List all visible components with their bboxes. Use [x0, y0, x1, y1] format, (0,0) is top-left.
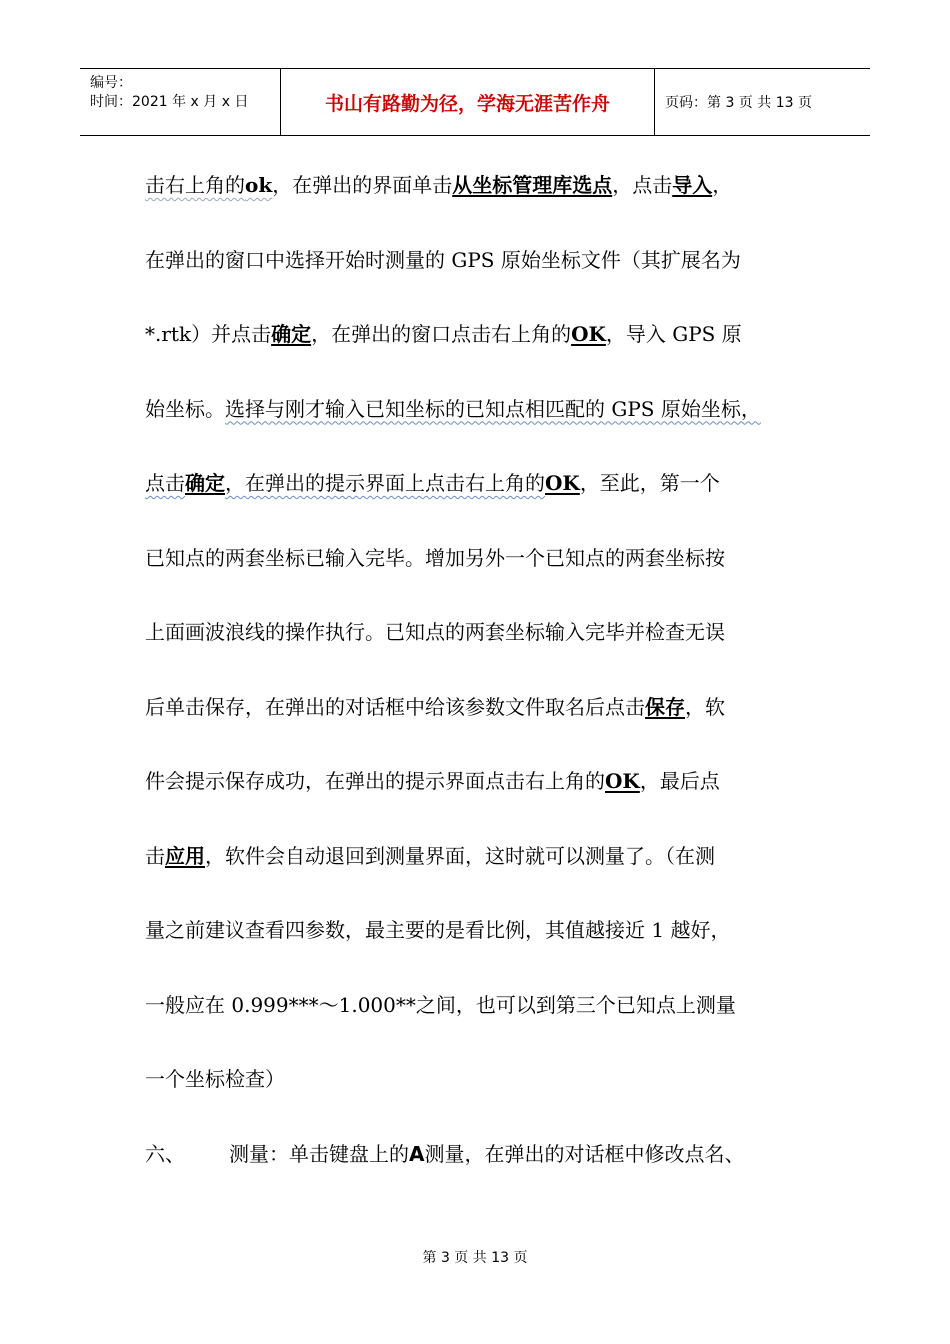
paragraph-line [145, 446, 815, 521]
paragraph-line [145, 297, 815, 372]
text-run: ，至此，第一个 [579, 471, 720, 495]
text-run: 测量：单击键盘上的 [229, 1141, 409, 1166]
text-run: ，软件会自动退回到测量界面，这时就可以测量了。（在测 [205, 843, 715, 868]
section-heading-line [145, 1117, 815, 1192]
save-term: 保存 [645, 694, 685, 719]
text-run: 量之前建议查看四参数，最主要的是看比例，其值越接近 1 越好， [145, 918, 731, 942]
doc-number-label: 编号： [90, 75, 132, 91]
paragraph-line [145, 595, 815, 670]
paragraph-line [145, 968, 815, 1043]
text-run: 测量，在弹出的对话框中修改点名、 [424, 1141, 745, 1166]
key-a-term: A [409, 1141, 425, 1166]
paragraph-line [145, 670, 815, 745]
select-from-library-term: 从坐标管理库选点 [452, 173, 613, 197]
ok-term: OK [571, 322, 606, 346]
page-footer: 第 3 页 共 13 页 [422, 1250, 528, 1266]
confirm-term: 确定 [185, 471, 225, 495]
paragraph-line [145, 372, 815, 447]
text-run: 一般应在 0.999***～1.000**之间，也可以到第三个已知点上测量 [145, 992, 736, 1017]
text-run: ，在弹出的界面单击 [272, 173, 453, 197]
text-run: 击 [145, 843, 165, 868]
ok-term: OK [605, 769, 640, 793]
wavy-text-run: 选择与刚才输入已知坐标的已知点相匹配的 GPS 原始坐标， [225, 396, 761, 421]
text-run: 击右上角的 [145, 173, 245, 197]
header-meta [80, 69, 281, 135]
text-run: 已知点的两套坐标已输入完毕。增加另外一个已知点的两套坐标按 [145, 545, 725, 570]
text-run: *.rtk）并点击 [145, 322, 272, 346]
text-run: 在弹出的窗口中选择开始时测量的 GPS 原始坐标文件（其扩展名为 [145, 247, 741, 272]
text-run: ，在弹出的窗口点击右上角的 [311, 322, 572, 346]
apply-term: 应用 [165, 843, 205, 868]
text-run: ，软 [685, 694, 725, 719]
text-run: ，点击 [612, 173, 673, 197]
paragraph-line [145, 744, 815, 819]
ok-term: OK [545, 471, 580, 495]
paragraph-line [145, 819, 815, 894]
header-table [80, 68, 870, 136]
text-run: ，导入 GPS 原 [605, 322, 742, 346]
confirm-term: 确定 [271, 322, 312, 346]
text-run: 件会提示保存成功，在弹出的提示界面点击右上角的 [145, 769, 605, 793]
ok-term: ok [245, 173, 273, 197]
text-run: 一个坐标检查） [145, 1067, 285, 1091]
paragraph-line [145, 148, 815, 223]
paragraph-line [145, 223, 815, 298]
text-run: ， [712, 173, 733, 197]
section-number: 六、 [145, 1141, 185, 1166]
wavy-text-run: 点击 [145, 471, 185, 495]
document-body [145, 148, 815, 1191]
paragraph-line [145, 1042, 815, 1117]
paragraph-line [145, 521, 815, 596]
doc-date-label: 时间：2021 年 x 月 x 日 [90, 94, 249, 110]
text-run: ，最后点 [639, 769, 720, 793]
header-motto: 书山有路勤为径，学海无涯苦作舟 [281, 69, 655, 135]
paragraph-line [145, 893, 815, 968]
text-run: 后单击保存，在弹出的对话框中给该参数文件取名后点击 [145, 694, 645, 719]
text-run: 上面画波浪线的操作执行。已知点的两套坐标输入完毕并检查无误 [145, 620, 725, 644]
wavy-text-run: ，在弹出的提示界面上点击右上角的 [225, 471, 545, 495]
import-term: 导入 [672, 173, 713, 197]
text-run: 始坐标。 [145, 396, 225, 421]
header-page-label: 页码：第 3 页 共 13 页 [665, 95, 812, 111]
